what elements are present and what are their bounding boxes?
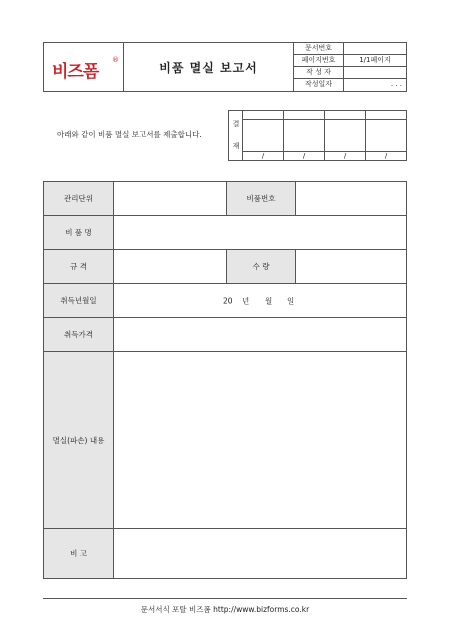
item-no-label: 비품번호	[226, 182, 296, 215]
approval-date-mark: /	[325, 151, 365, 160]
approval-box	[228, 110, 407, 161]
meta-row-author	[294, 67, 406, 79]
bizforms-logo: 비즈폼	[52, 62, 99, 82]
acq-date-month-unit: 월	[265, 296, 273, 305]
form-row-mgmt	[44, 182, 406, 216]
form-row-item-name	[44, 216, 406, 250]
approval-signature-slot[interactable]	[325, 111, 366, 160]
meta-value[interactable]	[344, 43, 406, 55]
document-header	[43, 42, 407, 92]
acq-date-day-unit: 일	[287, 296, 295, 305]
form-row-acq-date	[44, 284, 406, 318]
approval-signature-slot[interactable]	[366, 111, 406, 160]
footer-text: 문서서식 포탈 비즈폼 http://www.bizforms.co.kr	[140, 605, 310, 614]
logo-cell	[44, 43, 124, 91]
acq-date-label: 취득년월일	[44, 284, 114, 317]
approval-head	[229, 111, 243, 160]
meta-table	[294, 43, 406, 91]
spec-field[interactable]	[115, 250, 226, 283]
meta-value[interactable]	[344, 67, 406, 79]
loss-content-label: 멸실(파손) 내용	[44, 352, 114, 528]
acq-price-field[interactable]	[115, 318, 406, 351]
acq-date-year-unit: 년	[242, 296, 250, 305]
meta-label: 문서번호	[294, 43, 344, 55]
meta-row-doc-no	[294, 43, 406, 55]
qty-label: 수 량	[226, 250, 296, 283]
form-row-remark	[44, 529, 406, 578]
meta-value[interactable]: 1/1페이지	[359, 56, 391, 64]
mgmt-unit-label: 관리단위	[44, 182, 114, 215]
title-cell	[124, 43, 294, 91]
item-name-field[interactable]	[115, 216, 406, 249]
loss-content-field[interactable]	[115, 352, 406, 528]
mgmt-unit-field[interactable]	[115, 182, 226, 215]
meta-value[interactable]: . . .	[390, 80, 402, 88]
form-row-loss	[44, 352, 406, 529]
approval-date-mark: /	[243, 151, 283, 160]
item-no-field[interactable]	[297, 182, 406, 215]
remark-label: 비 고	[44, 529, 114, 578]
approval-slot-title	[366, 111, 406, 120]
acq-date-century: 20	[223, 296, 233, 305]
meta-label: 페이지번호	[294, 55, 344, 67]
approval-signature-slot[interactable]	[243, 111, 284, 160]
meta-label: 작성일자	[294, 79, 344, 91]
document-title: 비품 멸실 보고서	[159, 61, 258, 75]
intro-text: 아래와 같이 비품 멸실 보고서를 제출합니다.	[57, 130, 202, 139]
footer-divider	[43, 598, 407, 599]
approval-slot-title	[325, 111, 365, 120]
meta-label: 작 성 자	[294, 67, 344, 79]
approval-slot-title	[243, 111, 283, 120]
remark-field[interactable]	[115, 529, 406, 578]
acq-date-field[interactable]	[114, 284, 406, 317]
spec-label: 규 격	[44, 250, 114, 283]
acq-price-label: 취득가격	[44, 318, 114, 351]
approval-slot-title	[284, 111, 324, 120]
report-form	[43, 181, 407, 579]
approval-date-mark: /	[284, 151, 324, 160]
item-name-label: 비 품 명	[44, 216, 114, 249]
approval-date-mark: /	[366, 151, 406, 160]
meta-row-page-no	[294, 55, 406, 67]
registered-mark: ®	[112, 56, 119, 64]
qty-field[interactable]	[297, 250, 406, 283]
form-row-spec	[44, 250, 406, 284]
meta-row-date	[294, 79, 406, 91]
approval-char: 재	[232, 142, 240, 150]
approval-char: 결	[232, 120, 240, 128]
approval-signature-slot[interactable]	[284, 111, 325, 160]
form-row-acq-price	[44, 318, 406, 352]
